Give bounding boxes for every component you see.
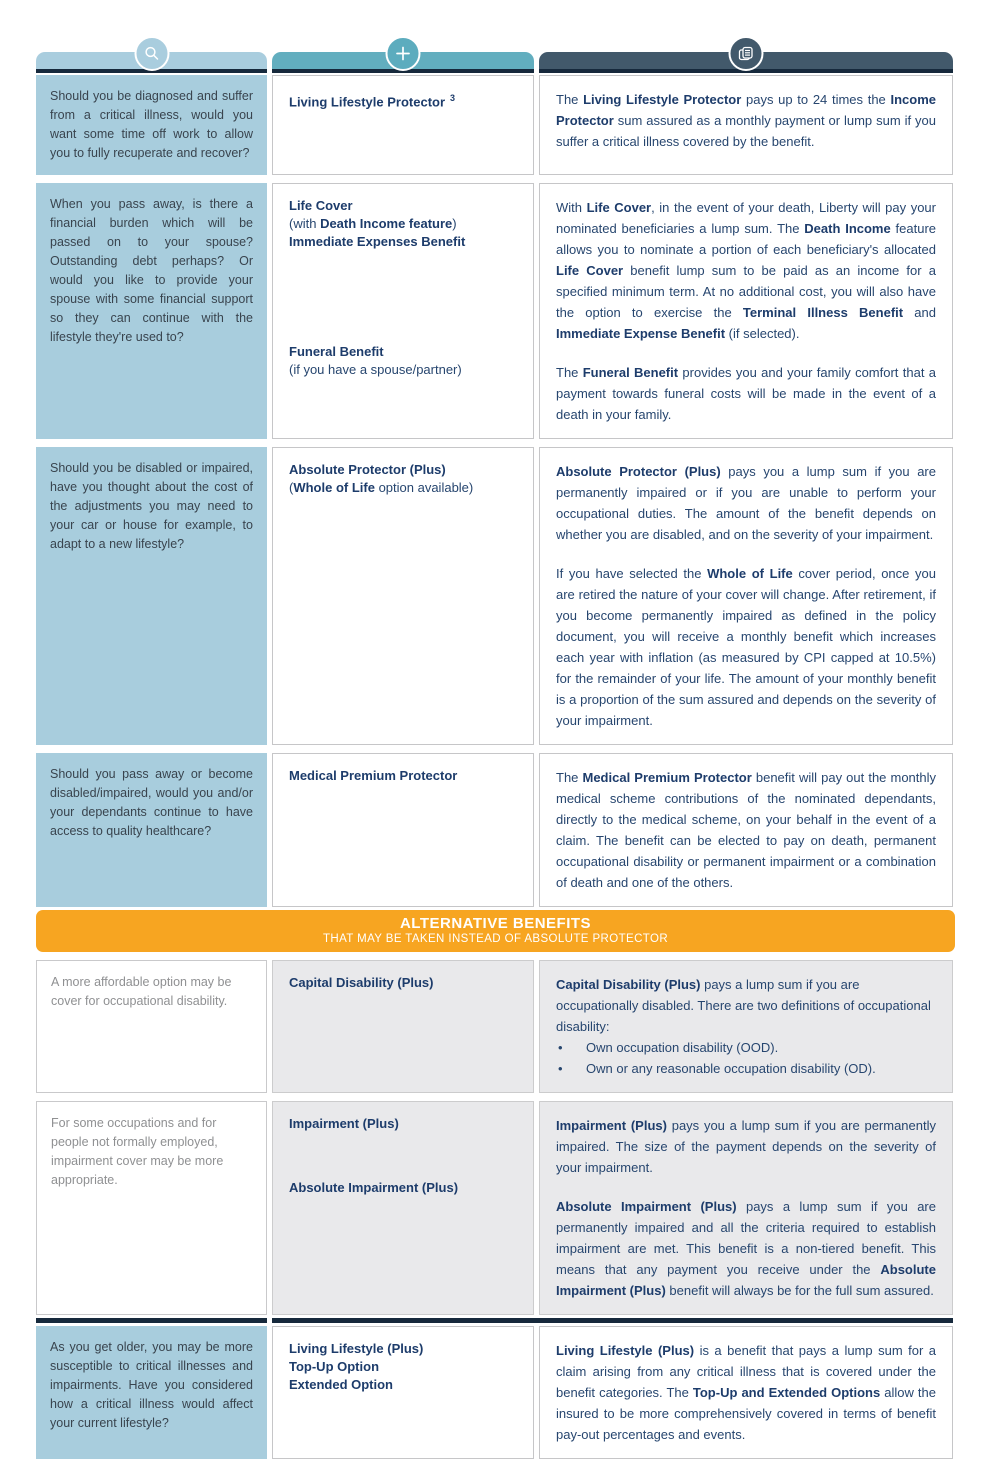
column-headers — [36, 36, 955, 73]
benefit-name-box — [272, 1101, 534, 1315]
question-box: A more affordable option may be cover for occupational disability. — [36, 960, 267, 1093]
benefit-description: With Life Cover, in the event of your death, Liberty will pay your nominated beneficiaries a lump sum. The Death Income feature allows you to nominate a portion of each beneficiary's allocated Life Cover benefit lump sum to be paid as an income for a specified minimum term. At no additional cost, you will also have the option to exercise the Terminal Illness Benefit and Immediate Expense Benefit (if selected). — [556, 200, 937, 341]
benefit-description: Impairment (Plus) pays you a lump sum if you are permanently impaired. The size of the payment depends on the severity of your impairment. — [556, 1118, 936, 1175]
row-medical-premium-protector — [36, 753, 955, 907]
benefit-name: Top-Up Option — [289, 1359, 380, 1374]
alternative-benefits-banner — [36, 910, 955, 952]
plus-icon — [386, 36, 421, 71]
question-box: Should you pass away or become disabled/impaired, would you and/or your dependants continue to have access to quality healthcare? — [36, 753, 267, 907]
row-living-lifestyle-plus — [36, 1326, 955, 1459]
questions-column-header — [36, 36, 267, 73]
descriptions-column-header — [539, 36, 953, 73]
benefit-description: The Living Lifestyle Protector pays up to 24 times the Income Protector sum assured as a monthly payment or lump sum if you suffer a critical illness covered by the benefit. — [556, 92, 936, 149]
benefit-name: Impairment (Plus) — [289, 1116, 399, 1131]
banner-subtitle: THAT MAY BE TAKEN INSTEAD OF ABSOLUTE PROTECTOR — [322, 933, 669, 945]
benefit-name: Absolute Impairment (Plus) — [289, 1180, 459, 1195]
benefit-name-box — [272, 183, 534, 439]
benefit-description: Living Lifestyle (Plus) is a benefit that pays a lump sum for a claim arising from any critical illness that is covered under the benefit categories. The Top-Up and Extended Options allow the insured to be more comprehensively covered in terms of benefit pay-out percentages and events. — [556, 1343, 937, 1442]
benefit-description: Absolute Impairment (Plus) pays a lump sum if you are permanently impaired and all the criteria required to establish impairment are met. This benefit is a non-tiered benefit. This means that any payment you receive under the Absolute Impairment (Plus) benefit will always be for the full sum assured. — [556, 1199, 936, 1298]
question-box: Should you be diagnosed and suffer from a critical illness, would you want some time off work to allow you to fully recuperate and recover? — [36, 75, 267, 175]
row-impairment — [36, 1101, 955, 1315]
benefit-name: Capital Disability (Plus) — [289, 975, 434, 990]
benefit-name: Living Lifestyle Protector $^3$ — [289, 93, 456, 110]
benefit-name: Medical Premium Protector — [289, 768, 458, 783]
benefit-name: Living Lifestyle (Plus) — [289, 1341, 424, 1356]
bullet-dot: • — [558, 1061, 563, 1076]
search-icon — [134, 36, 169, 71]
benefit-name-box — [272, 753, 534, 907]
benefit-name: Extended Option — [289, 1377, 393, 1392]
question-box: For some occupations and for people not formally employed, impairment cover may be more appropriate. — [36, 1101, 267, 1315]
row-absolute-protector — [36, 447, 955, 745]
section-divider — [36, 1318, 955, 1323]
benefit-name: Funeral Benefit — [289, 344, 384, 359]
benefit-description-box — [539, 1326, 953, 1459]
benefit-description: If you have selected the Whole of Life cover period, once you are retired the nature of your cover will change. After retirement, if you become permanently impaired as defined in the policy document, you will receive a monthly benefit which increases each year with inflation (as measured by CPI capped at 10.5%) for the remainder of your life. The amount of your monthly benefit is a proportion of the sum assured and depends on the severity of your impairment. — [556, 566, 936, 728]
benefit-name-box — [272, 960, 534, 1093]
row-living-lifestyle-protector — [36, 75, 955, 175]
bullet-text: Own occupation disability (OOD). — [586, 1040, 779, 1055]
bullet-dot: • — [558, 1040, 563, 1055]
benefit-name: Immediate Expenses Benefit — [289, 234, 466, 249]
benefit-name: Absolute Protector (Plus) — [289, 462, 446, 477]
divider-segment — [36, 1318, 267, 1323]
documents-icon — [729, 36, 764, 71]
benefit-name: (if you have a spouse/partner) — [289, 362, 462, 377]
row-capital-disability — [36, 960, 955, 1093]
benefit-description-box — [539, 1101, 953, 1315]
question-box: Should you be disabled or impaired, have you thought about the cost of the adjustments you may need to your car or house for example, to adapt to a new lifestyle? — [36, 447, 267, 745]
benefit-description: The Funeral Benefit provides you and your family comfort that a payment towards funeral costs will be made in the event of a death in your family. — [556, 365, 936, 422]
benefit-description: The Medical Premium Protector benefit will pay out the monthly medical scheme contributions of the nominated dependants, directly to the medical scheme, on your behalf in the event of a claim. The benefit can be elected to pay on death, permanent occupational disability or permanent impairment or a combination of death and one of the others. — [556, 770, 937, 890]
benefit-name: (with Death Income feature) — [289, 216, 457, 231]
divider-segment — [272, 1318, 953, 1323]
bullet-item — [556, 1058, 936, 1079]
benefit-description-box — [539, 960, 953, 1093]
benefit-description: Capital Disability (Plus) pays a lump sum if you are occupationally disabled. There are two definitions of occupational disability: — [556, 977, 931, 1034]
benefit-description-box — [539, 75, 953, 175]
banner-title: ALTERNATIVE BENEFITS — [399, 915, 592, 932]
benefit-description: Absolute Protector (Plus) pays you a lump sum if you are permanently impaired or if you are unable to perform your occupational duties. The amount of the benefit depends on whether you are disabled, and on the severity of your impairment. — [556, 464, 936, 542]
benefits-column-header — [272, 36, 534, 73]
benefit-name: Life Cover — [289, 198, 353, 213]
bullet-text: Own or any reasonable occupation disability (OD). — [586, 1061, 876, 1076]
benefit-description-box — [539, 183, 953, 439]
question-box: When you pass away, is there a financial burden which will be passed on to your spouse? Outstanding debt perhaps? Or would you like to provide your spouse with some financial support so they can continue with the lifestyle they're used to? — [36, 183, 267, 439]
benefit-name: (Whole of Life option available) — [289, 480, 474, 495]
bullet-item — [556, 1037, 936, 1058]
question-box: As you get older, you may be more susceptible to critical illnesses and impairments. Have you considered how a critical illness would affect your current lifestyle? — [36, 1326, 267, 1459]
benefit-name-box — [272, 75, 534, 175]
benefit-name-box — [272, 447, 534, 745]
benefit-description-box — [539, 753, 953, 907]
benefit-name-box — [272, 1326, 534, 1459]
row-life-cover — [36, 183, 955, 439]
benefit-description-box — [539, 447, 953, 745]
